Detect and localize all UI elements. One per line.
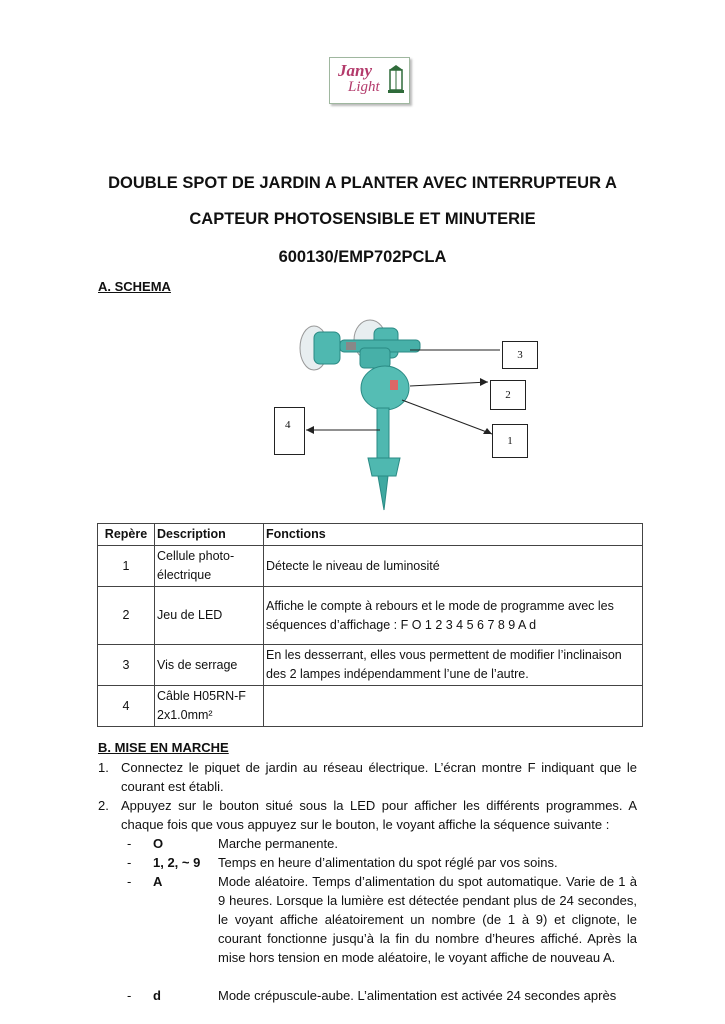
mode-key: 1, 2, ~ 9 bbox=[153, 855, 201, 870]
mode-key: d bbox=[153, 988, 161, 1003]
mode-key: A bbox=[153, 874, 163, 889]
logo-text-2: Light bbox=[348, 79, 380, 95]
list-bullet: - bbox=[127, 855, 132, 870]
cell-desc: Cellule photo-électrique bbox=[155, 546, 264, 587]
list-bullet: - bbox=[127, 836, 132, 851]
step-text: Connectez le piquet de jardin au réseau électrique. L’écran montre F indiquant que le courant est établi. bbox=[121, 760, 637, 794]
cell-fn: En les desserrant, elles vous permettent de modifier l’inclinaison des 2 lampes indépendamment l’une de l’autre. bbox=[264, 645, 643, 686]
mode-desc: Mode aléatoire. Temps d’alimentation du spot automatique. Varie de 1 à 9 heures. Lorsque la lumière est détectée pendant plus de 24 secondes, le voyant affiche aléatoirement un nombre (de 1 à 9) et clignote, le courant fonctionne jusqu’à la fin du nombre d’heures affiché. Après la mise hors tension en mode aléatoire, le voyant affiche de nouveau A. bbox=[218, 874, 637, 965]
list-bullet: - bbox=[127, 874, 132, 889]
list-bullet: - bbox=[127, 988, 132, 1003]
label-box-2: 2 bbox=[490, 380, 526, 410]
step-number: 2. bbox=[98, 798, 109, 813]
section-b-heading: B. MISE EN MARCHE bbox=[98, 740, 229, 755]
doc-title-line-2: CAPTEUR PHOTOSENSIBLE ET MINUTERIE bbox=[189, 210, 536, 228]
parts-table bbox=[97, 523, 643, 727]
col-header-repere: Repère bbox=[98, 524, 155, 546]
col-header-description: Description bbox=[155, 524, 264, 546]
label-box-4: 4 bbox=[274, 407, 305, 455]
section-a-heading: A. SCHEMA bbox=[98, 279, 171, 294]
label-box-1: 1 bbox=[492, 424, 528, 458]
mode-key: O bbox=[153, 836, 164, 851]
cell-rep: 3 bbox=[98, 645, 155, 686]
cell-desc: Câble H05RN-F 2x1.0mm² bbox=[155, 686, 264, 727]
logo-text-1: Jany bbox=[338, 61, 372, 80]
doc-model-number: 600130/EMP702PCLA bbox=[278, 248, 447, 266]
mode-desc: Marche permanente. bbox=[218, 836, 338, 851]
step-number: 1. bbox=[98, 760, 109, 775]
cell-rep: 4 bbox=[98, 686, 155, 727]
cell-desc: Vis de serrage bbox=[155, 645, 264, 686]
cell-fn: Affiche le compte à rebours et le mode de programme avec les séquences d’affichage : F O 1 2 3 4 5 6 7 8 9 A d bbox=[264, 587, 643, 645]
label-box-3: 3 bbox=[502, 341, 538, 369]
cell-rep: 2 bbox=[98, 587, 155, 645]
mode-desc: Temps en heure d’alimentation du spot réglé par vos soins. bbox=[218, 855, 558, 870]
lantern-icon bbox=[387, 64, 405, 96]
col-header-fonctions: Fonctions bbox=[264, 524, 643, 546]
brand-logo bbox=[329, 57, 410, 104]
cell-fn bbox=[264, 686, 643, 727]
cell-rep: 1 bbox=[98, 546, 155, 587]
doc-title-line-1: DOUBLE SPOT DE JARDIN A PLANTER AVEC INTERRUPTEUR A bbox=[108, 174, 617, 192]
cell-fn: Détecte le niveau de luminosité bbox=[264, 546, 643, 587]
mode-desc: Mode crépuscule-aube. L’alimentation est activée 24 secondes après bbox=[218, 988, 617, 1003]
cell-desc: Jeu de LED bbox=[155, 587, 264, 645]
step-text: Appuyez sur le bouton situé sous la LED pour afficher les différents programmes. A chaque fois que vous appuyez sur le bouton, le voyant affiche la séquence suivante : bbox=[121, 798, 637, 832]
